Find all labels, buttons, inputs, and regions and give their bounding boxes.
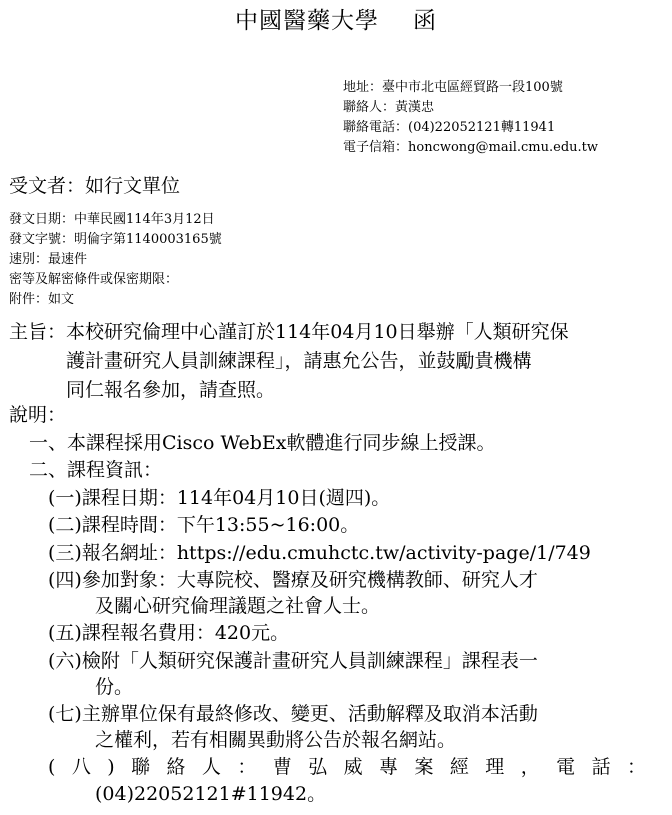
contact-note-line2: (04)22052121#11942。 xyxy=(95,783,327,805)
contact-note-char: ( xyxy=(48,756,56,778)
attachment-note-line2: 份。 xyxy=(95,676,134,698)
contact-note-char: 人 xyxy=(201,756,221,778)
registration-fee: (五)課程報名費用：420元。 xyxy=(48,622,290,644)
contact-note-char: 專 xyxy=(379,756,399,778)
contact-note-char: 八 xyxy=(71,756,91,778)
contact-note-char: 弘 xyxy=(308,756,328,778)
contact-note-char: ) xyxy=(107,756,115,778)
contact-note-char: 案 xyxy=(414,756,434,778)
title-institution: 中國醫藥大學 xyxy=(235,8,379,34)
contact-note-char: 話 xyxy=(591,756,611,778)
rights-note-line1: (七)主辦單位保有最終修改、變更、活動解釋及取消本活動 xyxy=(48,703,538,725)
sender-contact-block xyxy=(343,78,598,158)
attachments: 附件：如文 xyxy=(9,292,75,307)
subject-body xyxy=(66,318,661,405)
issue-date: 發文日期：中華民國114年3月12日 xyxy=(9,212,215,227)
subject-label: 主旨： xyxy=(9,321,67,343)
course-date: (一)課程日期：114年04月10日(週四)。 xyxy=(48,487,391,509)
subject-line: 本校研究倫理中心謹訂於114年04月10日舉辦「人類研究保 xyxy=(66,321,569,343)
sender-phone: 聯絡電話：(04)22052121轉11941 xyxy=(343,120,556,135)
document-title xyxy=(0,6,672,36)
contact-note-char: ： xyxy=(237,756,257,778)
target-audience-line1: (四)參加對象：大專院校、醫療及研究機構教師、研究人才 xyxy=(48,569,538,591)
registration-url: (三)報名網址：https://edu.cmuhctc.tw/activity-page/1/749 xyxy=(48,542,591,564)
contact-note-char: ， xyxy=(520,756,540,778)
contact-note-char: 威 xyxy=(343,756,363,778)
subject-line: 護計畫研究人員訓練課程」，請惠允公告，並鼓勵貴機構 xyxy=(66,350,532,372)
contact-note-char: 曹 xyxy=(272,756,292,778)
document-meta xyxy=(9,210,222,310)
description-item-2: 二、課程資訊： xyxy=(29,459,163,481)
contact-note-char: 電 xyxy=(556,756,576,778)
description-label: 說明： xyxy=(9,404,67,426)
contact-note-char: 經 xyxy=(449,756,469,778)
description-item-1: 一、本課程採用Cisco WebEx軟體進行同步線上授課。 xyxy=(29,432,496,454)
course-time: (二)課程時間：下午13:55~16:00。 xyxy=(48,514,360,536)
delivery-speed: 速別：最速件 xyxy=(9,252,88,267)
title-doc-type: 函 xyxy=(413,8,437,34)
subject-section xyxy=(9,318,661,405)
sender-contact-person: 聯絡人：黃漢忠 xyxy=(343,100,435,115)
contact-note-char: 絡 xyxy=(166,756,186,778)
attachment-note-line1: (六)檢附「人類研究保護計畫研究人員訓練課程」課程表一 xyxy=(48,650,538,672)
rights-note-line2: 之權利，若有相關異動將公告於報名網站。 xyxy=(95,729,457,751)
subject-line: 同仁報名參加，請查照。 xyxy=(66,379,276,401)
secrecy-level: 密等及解密條件或保密期限： xyxy=(9,272,179,287)
contact-note-line1 xyxy=(48,753,646,781)
sender-email: 電子信箱：honcwong@mail.cmu.edu.tw xyxy=(343,140,599,155)
contact-note-char: 聯 xyxy=(131,756,151,778)
contact-note-char: 理 xyxy=(485,756,505,778)
contact-note-char: ： xyxy=(626,756,646,778)
recipient-line: 受文者：如行文單位 xyxy=(9,175,181,197)
target-audience-line2: 及關心研究倫理議題之社會人士。 xyxy=(95,595,381,617)
document-number: 發文字號：明倫字第1140003165號 xyxy=(9,232,222,247)
sender-address: 地址：臺中市北屯區經貿路一段100號 xyxy=(343,80,563,95)
